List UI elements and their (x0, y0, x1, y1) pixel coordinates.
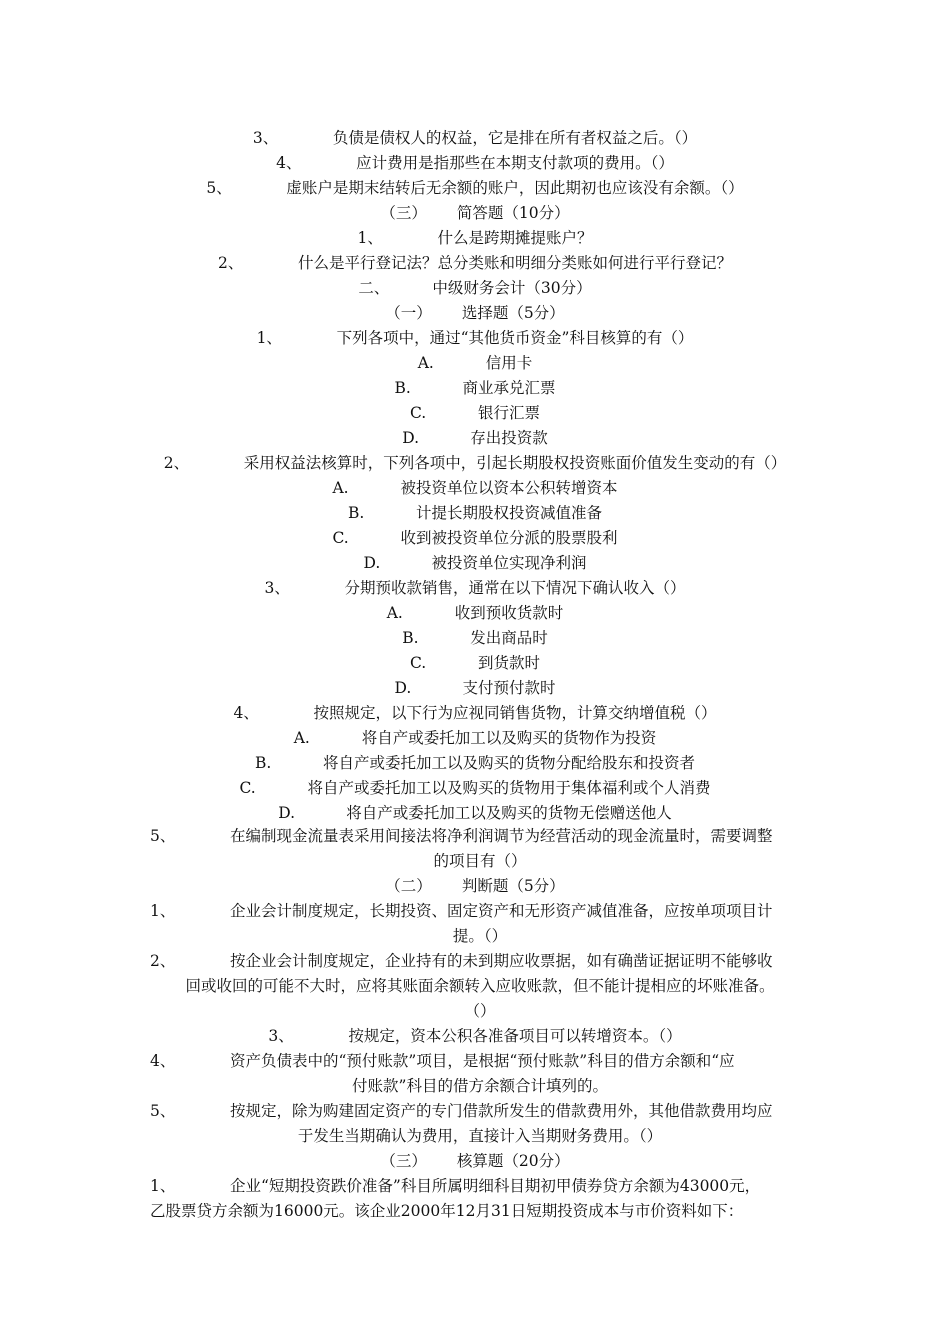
choice-question-4: 4、 按照规定，以下行为应视同销售货物，计算交纳增值税（） (233, 704, 717, 722)
judgment-question-5: 5、 按规定，除为购建固定资产的专门借款所发生的借款费用外，其他借款费用均应 于发生当期确认为费用，直接计入当期财务费用。（） (150, 1102, 773, 1145)
judgment-item-3: 3、 负债是债权人的权益，它是排在所有者权益之后。（） (252, 129, 698, 147)
judgment-question-3: 3、 按规定，资本公积各准备项目可以转增资本。（） (268, 1027, 682, 1045)
judgment-question-2: 2、 按企业会计制度规定，企业持有的未到期应收票据，如有确凿证据证明不能够收 回或收回的可能不大时，应将其账面余额转入应收账款，但不能计提相应的坏账准备。 （） (150, 952, 775, 1020)
choice-option: D. 被投资单位实现净利润 (363, 554, 587, 572)
choice-option: D. 支付预付款时 (394, 679, 556, 697)
choice-option: A. 信用卡 (417, 354, 533, 372)
choice-question-1: 1、 下列各项中，通过“其他货币资金”科目核算的有（） (256, 329, 694, 347)
choice-option: C. 银行汇票 (409, 404, 540, 422)
choice-option: C. 将自产或委托加工以及购买的货物用于集体福利或个人消费 (239, 779, 711, 797)
judgment-question-4: 4、 资产负债表中的“预付账款”项目，是根据“预付账款”科目的借方余额和“应 付账款”科目的借方余额合计填列的。 (150, 1052, 735, 1095)
choice-question-3: 3、 分期预收款销售，通常在以下情况下确认收入（） (264, 579, 686, 597)
section-heading-calculation: （三） 核算题（20分） (380, 1152, 570, 1170)
judgment-item-4: 4、 应计费用是指那些在本期支付款项的费用。（） (276, 154, 674, 172)
choice-option: A. 被投资单位以资本公积转增资本 (332, 479, 618, 497)
choice-option: B. 发出商品时 (402, 629, 548, 647)
choice-option: D. 将自产或委托加工以及购买的货物无偿赠送他人 (278, 804, 672, 822)
choice-option: D. 存出投资款 (402, 429, 548, 447)
choice-option: A. 将自产或委托加工以及购买的货物作为投资 (293, 729, 657, 747)
section-heading-short-answer: （三） 简答题（10分） (380, 204, 570, 222)
short-answer-item-1: 1、 什么是跨期摊提账户？ (357, 229, 593, 247)
choice-option: A. 收到预收货款时 (386, 604, 564, 622)
choice-option: C. 收到被投资单位分派的股票股利 (332, 529, 618, 547)
choice-option: B. 将自产或委托加工以及购买的货物分配给股东和投资者 (254, 754, 695, 772)
short-answer-item-2: 2、 什么是平行登记法？总分类账和明细分类账如何进行平行登记？ (217, 254, 732, 272)
judgment-item-5: 5、 虚账户是期末结转后无余额的账户，因此期初也应该没有余额。（） (206, 179, 744, 197)
section-heading-judgment: （二） 判断题（5分） (385, 877, 565, 895)
section-heading-multiple-choice: （一） 选择题（5分） (385, 304, 565, 322)
choice-question-2: 2、 采用权益法核算时，下列各项中，引起长期股权投资账面价值发生变动的有（） (163, 454, 787, 472)
choice-option: C. 到货款时 (409, 654, 540, 672)
part-heading-intermediate-accounting: 二、 中级财务会计（30分） (358, 279, 592, 297)
choice-option: B. 商业承兑汇票 (394, 379, 556, 397)
choice-option: B. 计提长期股权投资减值准备 (347, 504, 602, 522)
choice-question-5: 5、 在编制现金流量表采用间接法将净利润调节为经营活动的现金流量时，需要调整 的项目有（） (150, 827, 773, 870)
judgment-question-1: 1、 企业会计制度规定，长期投资、固定资产和无形资产减值准备，应按单项项目计 提。（） (150, 902, 773, 945)
calculation-question-1: 1、 企业“短期投资跌价准备”科目所属明细科目期初甲债券贷方余额为43000元， 乙股票贷方余额为16000元。该企业2000年12月31日短期投资成本与市价资料如下： (150, 1177, 761, 1220)
